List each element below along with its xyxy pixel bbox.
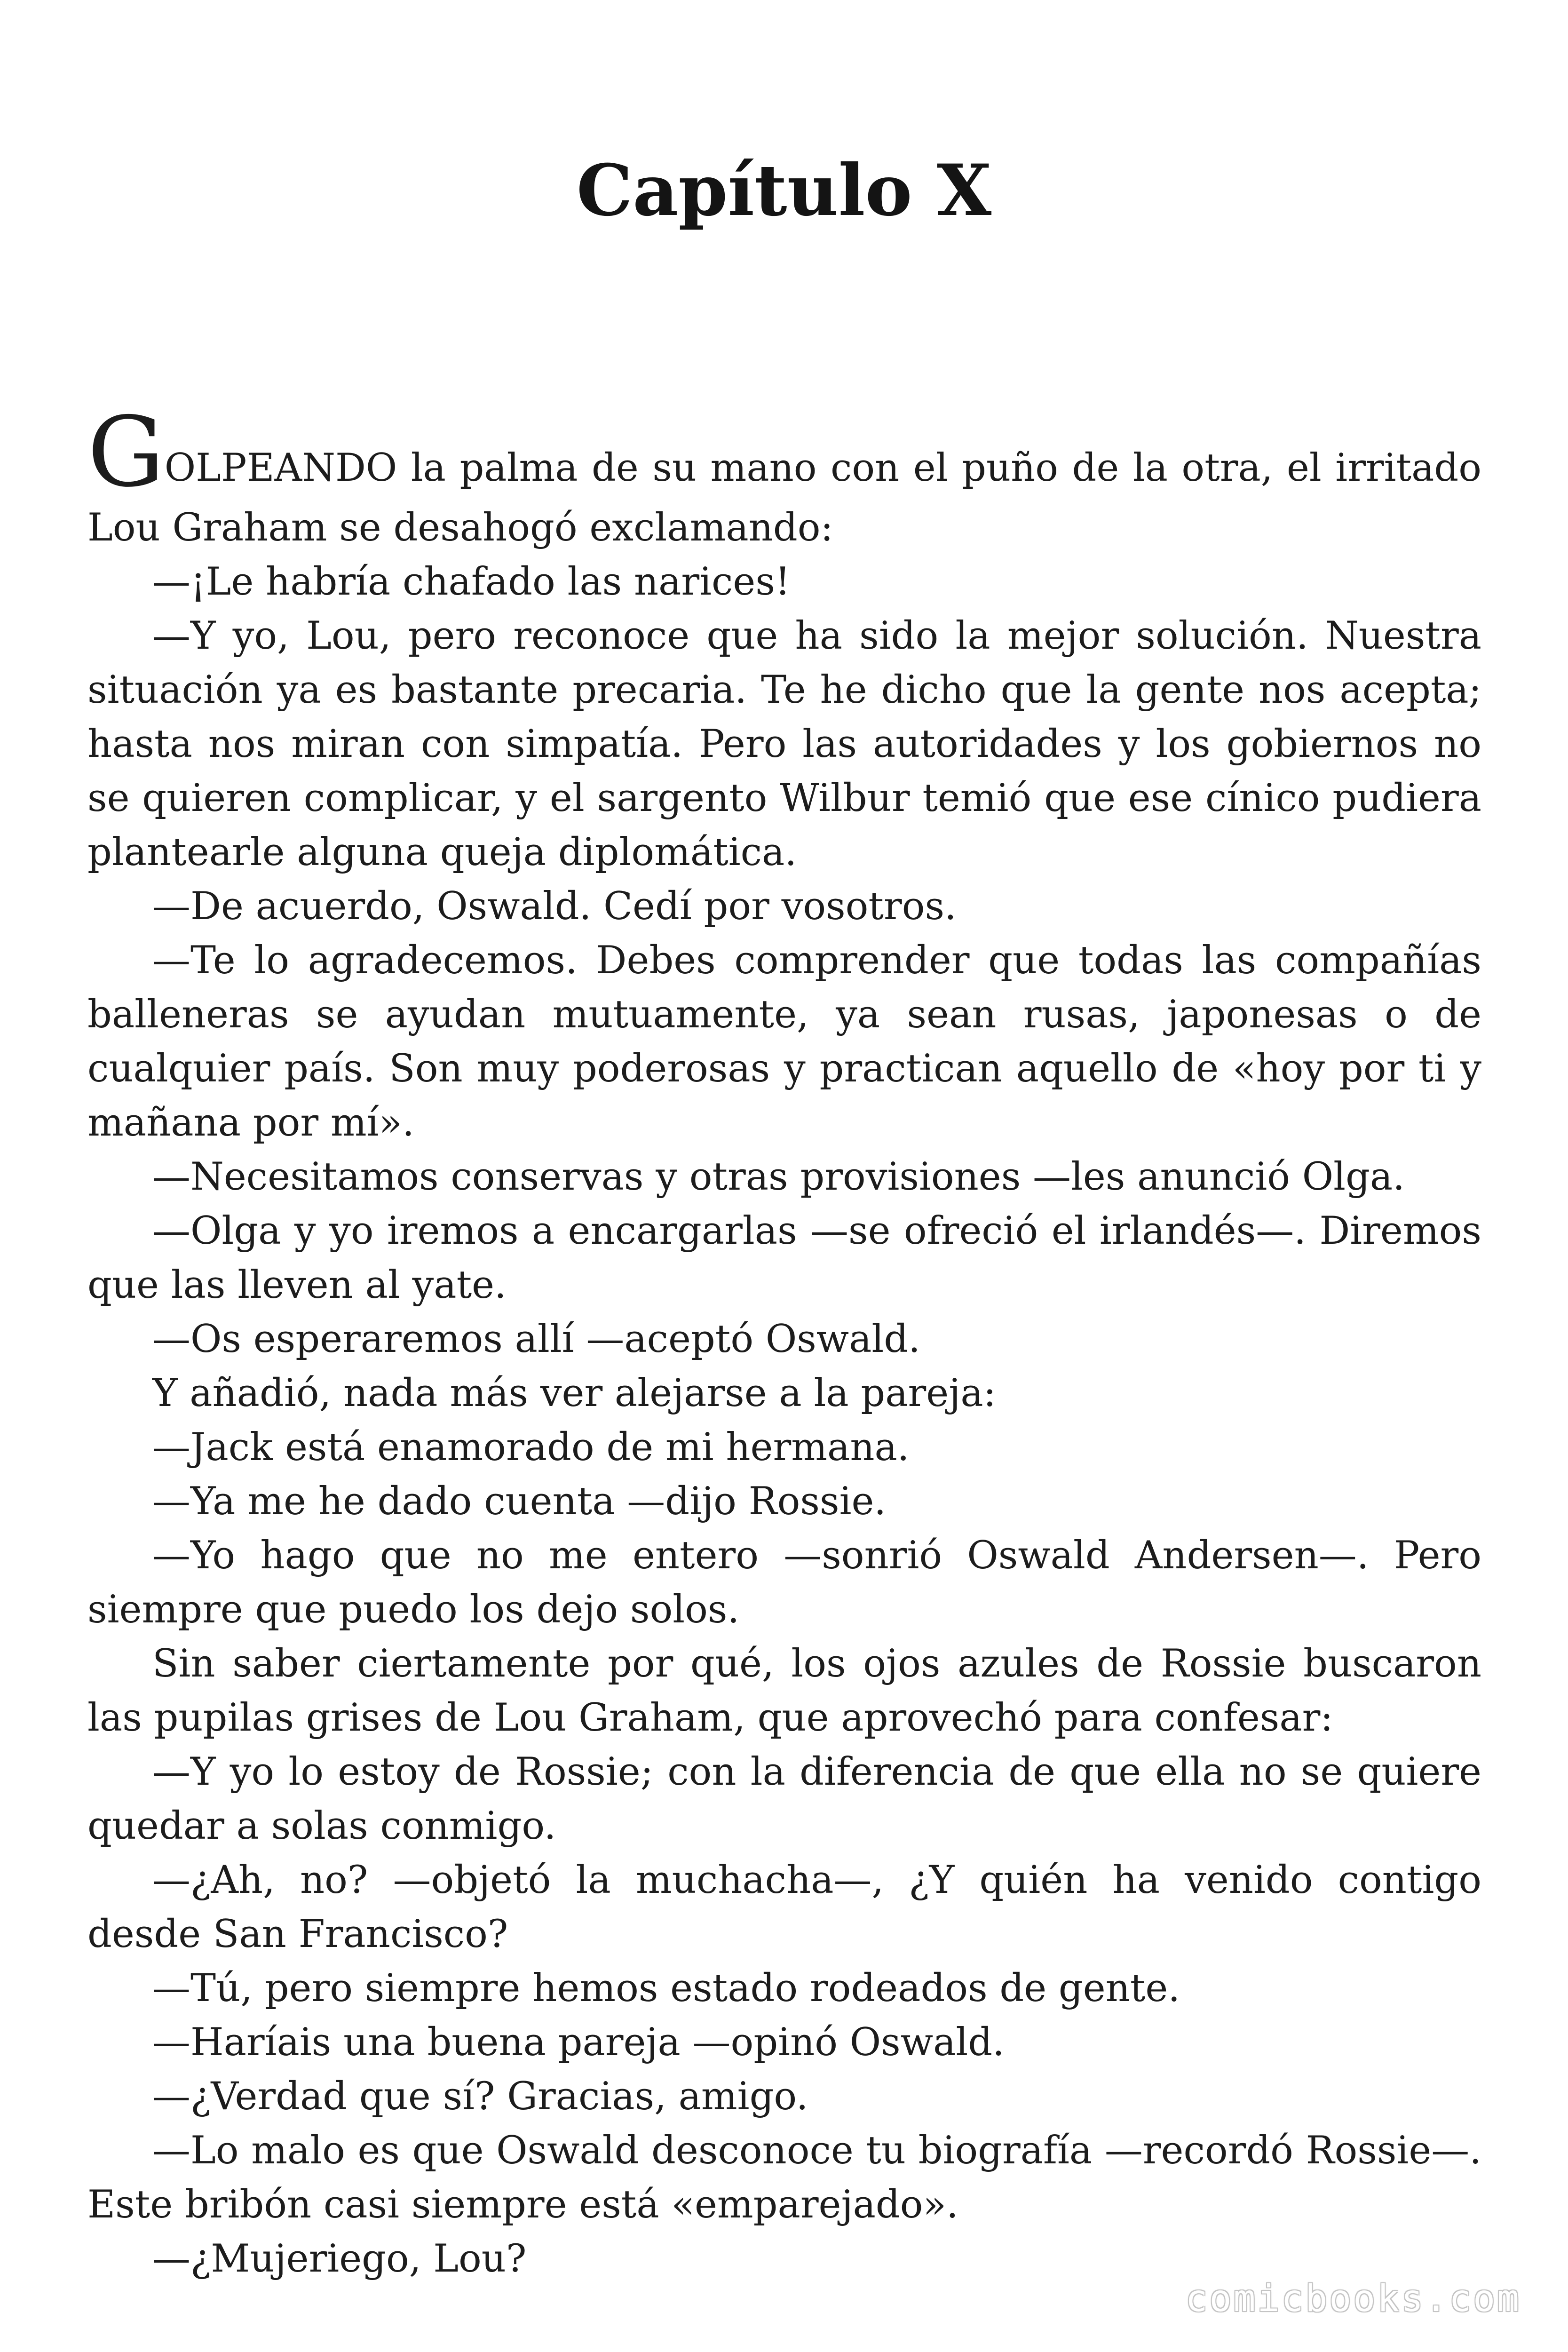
watermark: comicbooks.com <box>1185 2278 1521 2320</box>
opening-text: la palma de su mano con el puño de la otra, el irritado Lou Graham se desahogó exclamando: <box>87 446 1481 550</box>
paragraph: —¿Verdad que sí? Gracias, amigo. <box>152 2074 808 2119</box>
paragraph: —Olga y yo iremos a encargarlas —se ofreció el irlandés—. Diremos que las lleven al yate. <box>87 1209 1481 1307</box>
paragraph: —De acuerdo, Oswald. Cedí por vosotros. <box>152 884 957 929</box>
paragraph: —¿Ah, no? —objetó la muchacha—, ¿Y quién ha venido contigo desde San Francisco? <box>87 1858 1481 1956</box>
paragraph: —Lo malo es que Oswald desconoce tu biografía —recordó Rossie—. Este bribón casi siempre está «emparejado». <box>87 2129 1481 2227</box>
paragraph: —Yo hago que no me entero —sonrió Oswald Andersen—. Pero siempre que puedo los dejo solos. <box>87 1534 1481 1632</box>
paragraph: Sin saber ciertamente por qué, los ojos azules de Rossie buscaron las pupilas grises de Lou Graham, que aprovechó para confesar: <box>87 1642 1481 1740</box>
paragraph: —Necesitamos conservas y otras provisiones —les anunció Olga. <box>152 1155 1405 1199</box>
paragraph: —Y yo, Lou, pero reconoce que ha sido la mejor solución. Nuestra situación ya es bastante precaria. Te he dicho que la gente nos acepta; hasta nos miran con simpatía. Pero las autoridades y los gobiernos no se quieren complicar, y el sargento Wilbur temió que ese cínico pudiera plantearle alguna queja diplomática. <box>87 614 1481 874</box>
chapter-body <box>87 397 1481 2286</box>
paragraph: —Tú, pero siempre hemos estado rodeados de gente. <box>152 1966 1180 2010</box>
chapter-title: Capítulo X <box>576 149 992 232</box>
paragraph: Y añadió, nada más ver alejarse a la pareja: <box>152 1371 996 1415</box>
paragraph: —Ya me he dado cuenta —dijo Rossie. <box>152 1479 887 1524</box>
paragraph: —¿Mujeriego, Lou? <box>152 2237 527 2281</box>
opening-smallcaps: OLPEANDO <box>164 446 397 490</box>
opening-paragraph <box>87 397 1481 555</box>
drop-cap: G <box>87 397 165 509</box>
paragraph: —¡Le habría chafado las narices! <box>152 560 791 604</box>
paragraph: —Jack está enamorado de mi hermana. <box>152 1425 910 1470</box>
paragraph: —Y yo lo estoy de Rossie; con la diferencia de que ella no se quiere quedar a solas conmigo. <box>87 1750 1481 1848</box>
paragraph: —Os esperaremos allí —aceptó Oswald. <box>152 1317 920 1361</box>
paragraph: —Haríais una buena pareja —opinó Oswald. <box>152 2020 1005 2065</box>
paragraph: —Te lo agradecemos. Debes comprender que todas las compañías balleneras se ayudan mutuamente, ya sean rusas, japonesas o de cualquier país. Son muy poderosas y practican aquello de «hoy por ti y mañana por mí». <box>87 938 1481 1145</box>
